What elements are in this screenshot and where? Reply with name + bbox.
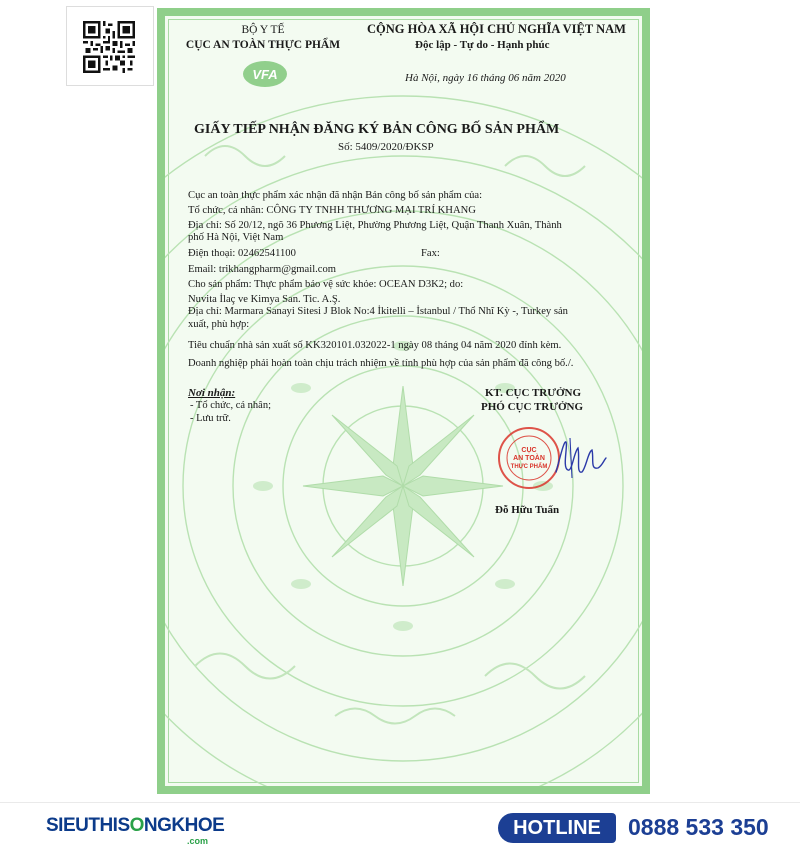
- body-email: Email: trikhangpharm@gmail.com: [188, 264, 337, 275]
- signer-name: Đỗ Hữu Tuấn: [495, 504, 560, 516]
- recipient-item: - Tổ chức, cá nhân;: [190, 400, 272, 411]
- ministry-name: BỘ Y TẾ: [241, 24, 285, 36]
- handwritten-signature: [550, 428, 610, 488]
- body-fax: Fax:: [421, 248, 440, 259]
- body-phone: Điện thoại: 02462541100: [188, 248, 296, 259]
- brand-heart-o: O: [129, 815, 144, 836]
- qr-code-card: [66, 6, 154, 86]
- body-intro: Cục an toàn thực phẩm xác nhận đã nhận Bản công bố sản phẩm của:: [188, 190, 483, 201]
- body-manufacturer-address-line2: xuất, phù hợp:: [188, 319, 250, 330]
- body-address-line1: Địa chỉ: Số 20/12, ngõ 36 Phương Liệt, Phường Phương Liệt, Quận Thanh Xuân, Thành: [188, 220, 562, 231]
- national-motto: Độc lập - Tự do - Hạnh phúc: [415, 39, 550, 51]
- body-manufacturer: Nuvita İlaç ve Kimya San. Tic. A.Ş.: [188, 294, 341, 305]
- body-responsibility: Doanh nghiệp phải hoàn toàn chịu trách nhiệm về tính phù hợp của sản phẩm đã công bố./.: [188, 358, 574, 369]
- recipient-item: - Lưu trữ.: [190, 413, 231, 424]
- qr-code-icon: [83, 21, 135, 73]
- stamp-text: AN TOÀN: [513, 455, 545, 462]
- body-product: Cho sản phẩm: Thực phẩm bảo vệ sức khỏe: OCEAN D3K2; do:: [188, 279, 464, 290]
- brand-logo[interactable]: [46, 815, 224, 837]
- brand-domain: .com: [187, 836, 209, 846]
- body-address-line2: phố Hà Nội, Việt Nam: [188, 232, 284, 243]
- brand-text: NGKHOE: [143, 815, 225, 836]
- document-number: Số: 5409/2020/ĐKSP: [338, 141, 434, 153]
- certificate-document: [157, 8, 650, 794]
- body-organization: Tổ chức, cá nhân: CÔNG TY TNHH THƯƠNG MẠI TRÍ KHANG: [188, 205, 476, 216]
- brand-text: SIEUTHIS: [46, 815, 130, 836]
- signer-title-line2: PHÓ CỤC TRƯỞNG: [481, 401, 584, 413]
- document-title: GIẤY TIẾP NHẬN ĐĂNG KÝ BẢN CÔNG BỐ SẢN PHẨM: [194, 122, 560, 137]
- body-manufacturer-address-line1: Địa chỉ: Marmara Sanayi Sitesi J Blok No:4 İkitelli – İstanbul / Thổ Nhĩ Kỳ -, Turkey sản: [188, 306, 568, 317]
- stamp-text: CỤC: [521, 447, 537, 454]
- hotline-button[interactable]: HOTLINE: [498, 813, 616, 843]
- department-name: CỤC AN TOÀN THỰC PHẨM: [185, 39, 341, 51]
- recipients-heading: Nơi nhận:: [188, 387, 236, 399]
- vfa-logo: [241, 59, 289, 89]
- stamp-text: THỰC PHẨM: [510, 464, 548, 470]
- signer-title-line1: KT. CỤC TRƯỞNG: [485, 387, 582, 399]
- site-footer-banner: [0, 802, 800, 851]
- svg-text:VFA: VFA: [252, 67, 278, 82]
- place-and-date: Hà Nội, ngày 16 tháng 06 năm 2020: [405, 72, 566, 84]
- hotline-number[interactable]: 0888 533 350: [628, 814, 769, 840]
- country-name: CỘNG HÒA XÃ HỘI CHỦ NGHĨA VIỆT NAM: [367, 22, 626, 36]
- body-standard: Tiêu chuẩn nhà sản xuất số KK320101.032022-1 ngày 08 tháng 04 năm 2020 đính kèm.: [188, 340, 562, 351]
